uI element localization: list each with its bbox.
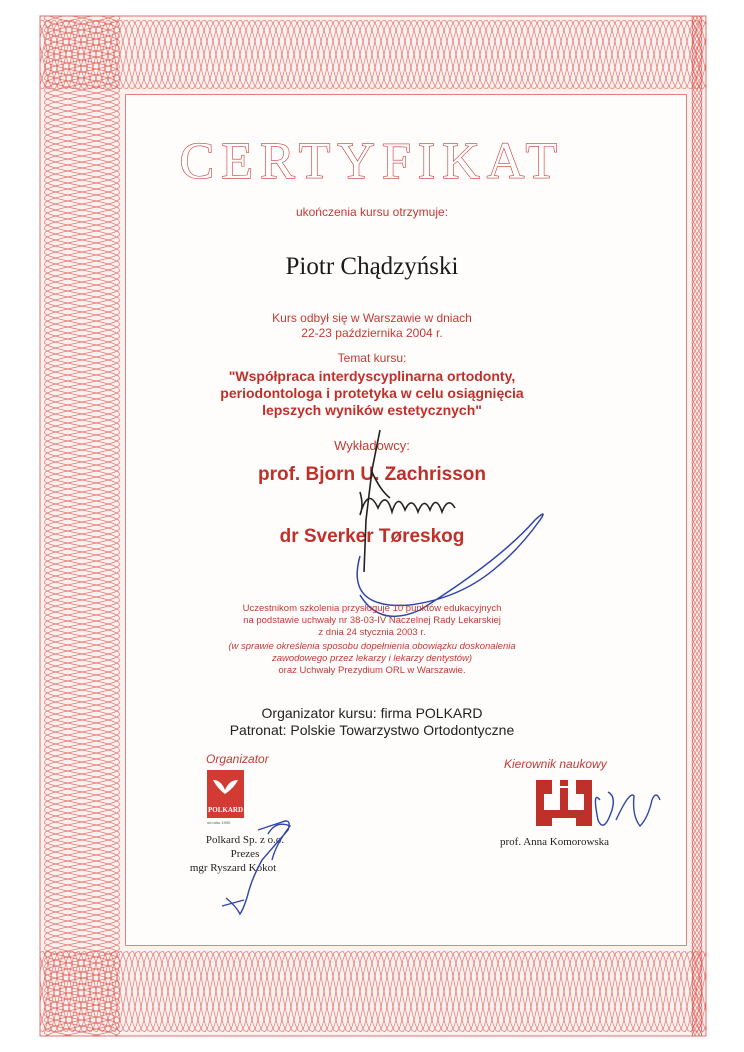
polkard-logo-sub: od roku 1990 xyxy=(207,820,231,825)
lecturers-label: Wykładowcy: xyxy=(334,438,410,453)
polkard-logo-text: POLKARD xyxy=(208,806,243,814)
points-line-6: oraz Uchwały Prezydium ORL w Warszawie. xyxy=(278,665,466,676)
points-line-4: (w sprawie określenia sposobu dopełnienia obowiązku doskonalenia xyxy=(228,641,516,652)
org-sign-line-3: mgr Ryszard Kokot xyxy=(189,862,277,874)
organizer-line: Organizator kursu: firma POLKARD xyxy=(261,705,483,721)
scientific-head-label: Kierownik naukowy xyxy=(504,757,607,771)
patron-line: Patronat: Polskie Towarzystwo Ortodontyczne xyxy=(229,722,515,738)
points-line-3: z dnia 24 stycznia 2003 r. xyxy=(318,627,426,638)
head-name: prof. Anna Komorowska xyxy=(500,836,610,848)
org-sign-line-2: Prezes xyxy=(230,848,260,860)
topic-line-1: "Współpraca interdyscyplinarna ortodonty, xyxy=(228,368,516,384)
organizer-label: Organizator xyxy=(206,752,269,766)
subtitle: ukończenia kursu otrzymuje: xyxy=(295,205,449,219)
org-sign-line-1: Polkard Sp. z o.o. xyxy=(205,834,285,846)
topic-label: Temat kursu: xyxy=(337,351,407,365)
course-info-line-1: Kurs odbył się w Warszawie w dniach xyxy=(272,311,472,325)
points-line-2: na podstawie uchwały nr 38-03-IV Naczelnej Rady Lekarskiej xyxy=(243,615,501,626)
lecturer-1: prof. Bjorn U. Zachrisson xyxy=(257,464,487,485)
topic-line-2: periodontologa i protetyka w celu osiągnięcia xyxy=(220,385,524,401)
certificate-title: CERTYFIKAT xyxy=(179,133,565,190)
recipient-name: Piotr Chądzyński xyxy=(285,253,459,280)
points-line-5: zawodowego przez lekarzy i lekarzy dentystów) xyxy=(271,653,473,664)
lecturer-2: dr Sverker Tøreskog xyxy=(279,526,465,547)
course-info-line-2: 22-23 października 2004 r. xyxy=(301,326,443,340)
points-line-1: Uczestnikom szkolenia przysługuje 10 punktów edukacyjnych xyxy=(242,603,502,614)
topic-line-3: lepszych wyników estetycznych" xyxy=(262,402,482,418)
